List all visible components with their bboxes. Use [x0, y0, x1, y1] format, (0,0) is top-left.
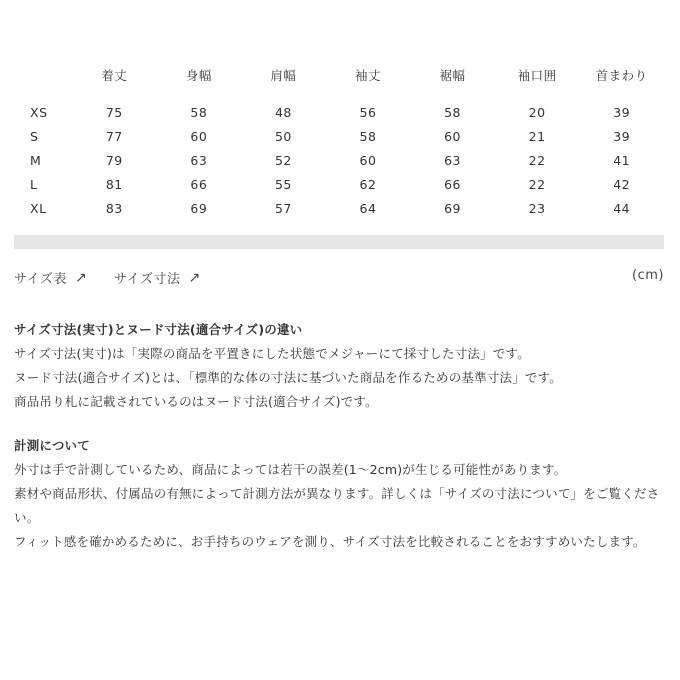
section-heading: サイズ寸法(実寸)とヌード寸法(適合サイズ)の違い [14, 322, 303, 337]
notes-section [14, 318, 666, 554]
table-cell: 48 [274, 104, 292, 120]
table-cell: 81 [105, 176, 123, 192]
header-cell [14, 62, 72, 100]
table-cell: 66 [444, 176, 461, 192]
size-label: M [30, 152, 42, 168]
note-line: 素材や商品形状、付属品の有無によって計測方法が異なります。詳しくは「サイズの寸法について」をご覧ください。 [14, 486, 660, 525]
arrow-up-right-icon: ↗ [188, 269, 201, 286]
table-cell: 44 [613, 200, 631, 216]
note-line: 外寸は手で計測しているため、商品によっては若干の誤差(1〜2cm)が生じる可能性があります。 [14, 462, 567, 477]
table-cell: 63 [444, 152, 461, 168]
size-label: XS [30, 104, 48, 120]
table-cell: 66 [190, 176, 208, 192]
table-cell: 58 [190, 104, 208, 120]
table-cell: 39 [613, 128, 631, 144]
table-cell: 60 [359, 152, 377, 168]
unit-label: (cm) [632, 268, 664, 283]
table-cell: 60 [444, 128, 461, 144]
note-line: フィット感を確かめるために、お手持ちのウェアを測り、サイズ寸法を比較されることをおすすめいたします。 [14, 534, 646, 549]
tab-label: サイズ寸法 [114, 272, 181, 287]
table-cell: 69 [190, 200, 208, 216]
header-cell: 着丈 [101, 68, 128, 83]
table-cell: 56 [359, 104, 377, 120]
table-cell: 57 [274, 200, 292, 216]
table-cell: 77 [105, 128, 123, 144]
table-cell: 22 [528, 152, 546, 168]
table-cell: 62 [359, 176, 377, 192]
size-label: L [30, 176, 38, 192]
tab-label: サイズ表 [14, 272, 67, 287]
table-cell: 58 [359, 128, 377, 144]
header-cell: 首まわり [595, 68, 648, 83]
header-cell: 袖丈 [354, 68, 381, 83]
table-cell: 39 [613, 104, 631, 120]
table-cell: 75 [105, 104, 123, 120]
table-cell: 50 [274, 128, 292, 144]
table-cell: 69 [444, 200, 461, 216]
note-line: ヌード寸法(適合サイズ)とは、「標準的な体の寸法に基づいた商品を作るための基準寸法」です。 [14, 370, 563, 385]
divider-bar [14, 235, 664, 249]
table-row [14, 124, 664, 148]
table-cell: 60 [190, 128, 208, 144]
size-label: S [30, 128, 39, 144]
table-row [14, 100, 664, 124]
table-cell: 22 [528, 176, 546, 192]
header-cell: 身幅 [185, 68, 212, 83]
table-header-row [14, 62, 664, 100]
section-heading: 計測について [14, 438, 90, 453]
table-cell: 64 [359, 200, 377, 216]
table-cell: 52 [274, 152, 292, 168]
tab-size-dimensions[interactable] [114, 268, 201, 287]
header-cell: 肩幅 [270, 68, 297, 83]
table-cell: 21 [528, 128, 546, 144]
tab-size-table[interactable] [14, 268, 87, 287]
table-cell: 83 [105, 200, 123, 216]
table-cell: 42 [613, 176, 631, 192]
table-row [14, 196, 664, 220]
size-tabs [14, 268, 664, 288]
arrow-up-right-icon: ↗ [74, 269, 88, 286]
size-table [14, 62, 664, 220]
table-cell: 79 [105, 152, 123, 168]
size-label: XL [30, 200, 47, 216]
table-row [14, 148, 664, 172]
header-cell: 袖口囲 [517, 68, 557, 83]
table-cell: 23 [528, 200, 546, 216]
table-cell: 63 [190, 152, 208, 168]
note-line: 商品吊り札に記載されているのはヌード寸法(適合サイズ)です。 [14, 394, 378, 409]
table-cell: 20 [528, 104, 546, 120]
table-cell: 41 [613, 152, 631, 168]
table-cell: 55 [274, 176, 292, 192]
header-cell: 裾幅 [439, 68, 466, 83]
note-line: サイズ寸法(実寸)は「実際の商品を平置きにした状態でメジャーにて採寸した寸法」です。 [14, 346, 530, 361]
table-row [14, 172, 664, 196]
table-cell: 58 [444, 104, 461, 120]
